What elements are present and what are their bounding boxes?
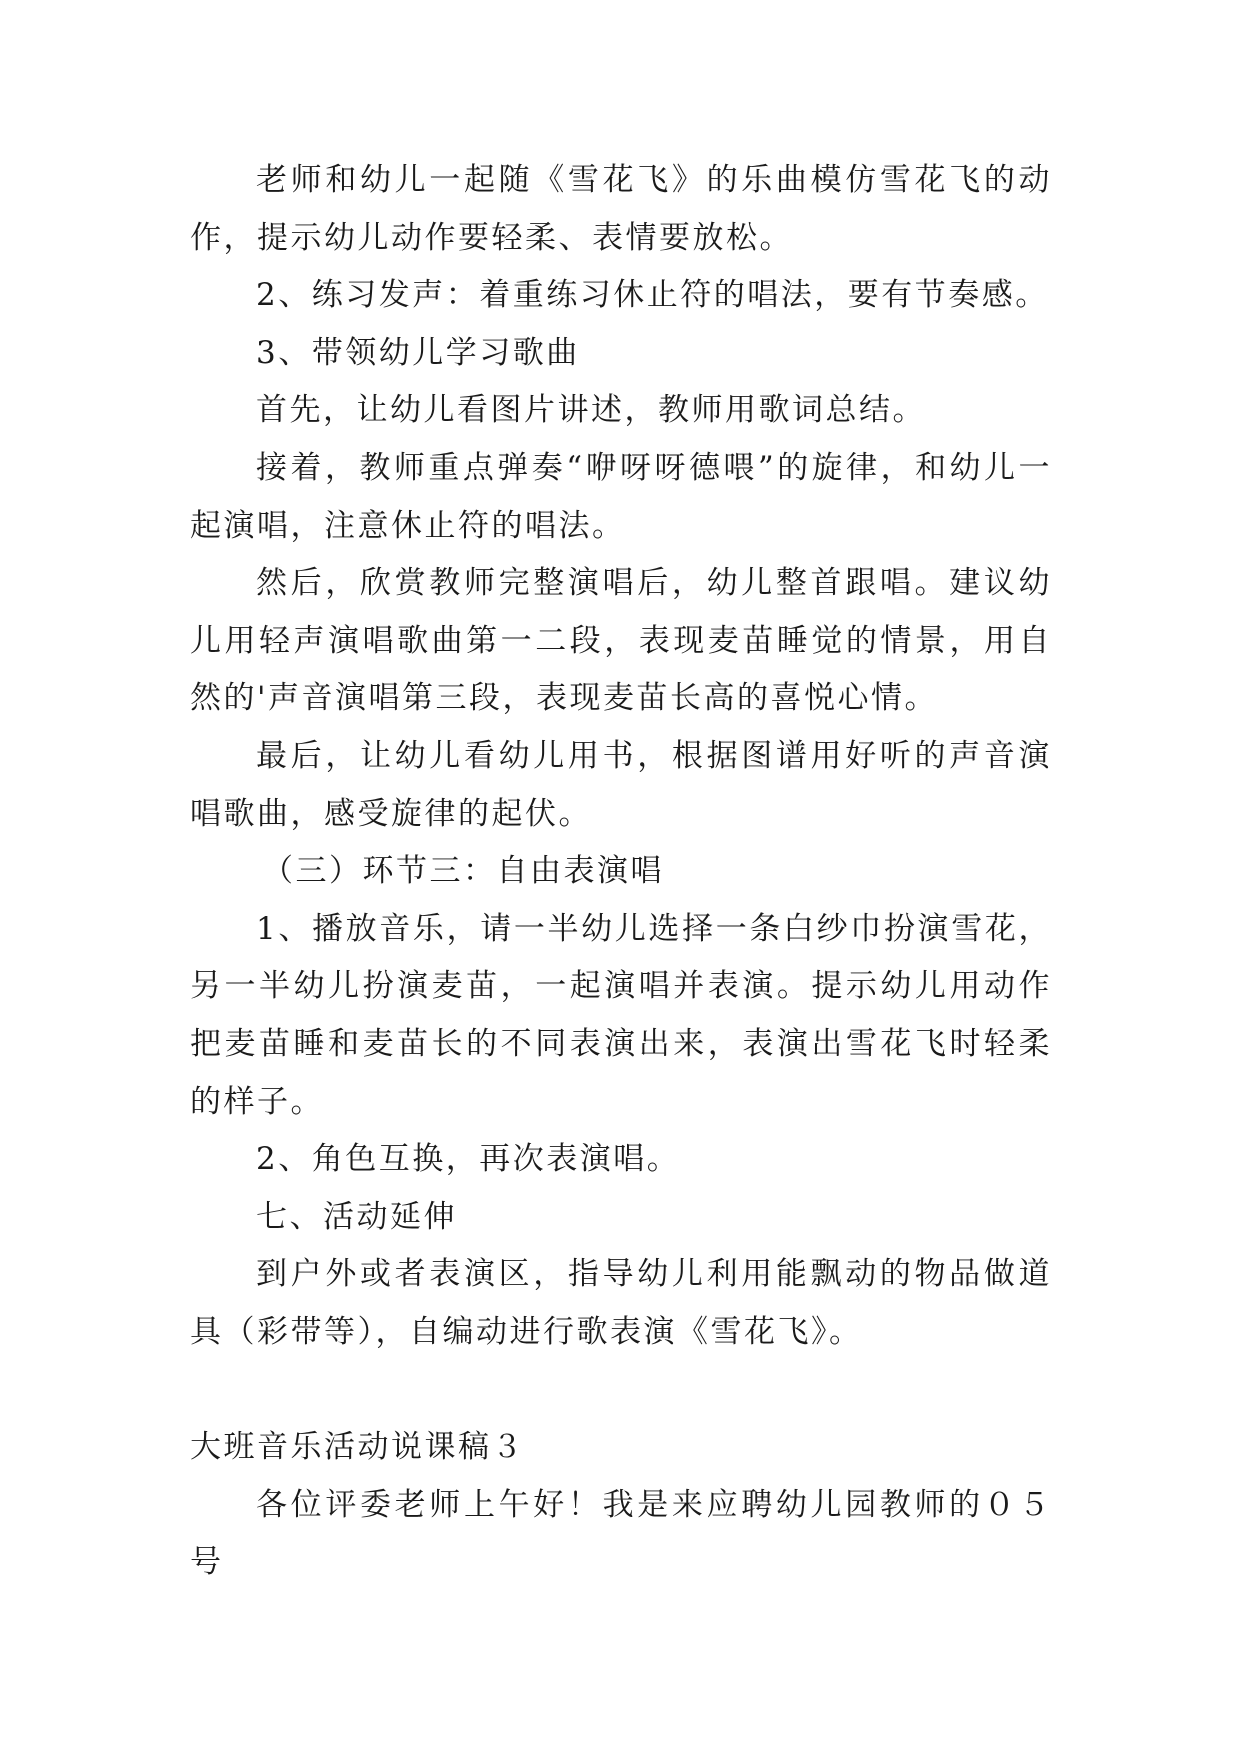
paragraph: 3、带领幼儿学习歌曲: [256, 334, 580, 371]
paragraph: 2、角色互换，再次表演唱。: [256, 1141, 681, 1178]
paragraph: 1、播放音乐，请一半幼儿选择一条白纱巾扮演雪花，另一半幼儿扮演麦苗，一起演唱并表演。提示幼儿用动作把麦苗睡和麦苗长的不同表演出来，表演出雪花飞时轻柔的样子。: [190, 910, 1052, 1120]
paragraph: 然后，欣赏教师完整演唱后，幼儿整首跟唱。建议幼儿用轻声演唱歌曲第一二段，表现麦苗睡觉的情景，用自然的'声音演唱第三段，表现麦苗长高的喜悦心情。: [190, 565, 1052, 717]
paragraph: 首先，让幼儿看图片讲述，教师用歌词总结。: [256, 392, 926, 429]
paragraph: 各位评委老师上午好！我是来应聘幼儿园教师的０５号: [190, 1486, 1052, 1581]
document-body: [190, 152, 1052, 1592]
section-heading: 七、活动延伸: [256, 1198, 457, 1235]
paragraph: 到户外或者表演区，指导幼儿利用能飘动的物品做道具（彩带等），自编动进行歌表演《雪花飞》。: [190, 1256, 1052, 1350]
paragraph: 老师和幼儿一起随《雪花飞》的乐曲模仿雪花飞的动作，提示幼儿动作要轻柔、表情要放松。: [190, 162, 1052, 256]
document-title: 大班音乐活动说课稿３: [190, 1429, 525, 1466]
paragraph: 2、练习发声：着重练习休止符的唱法，要有节奏感。: [256, 277, 1049, 314]
section-heading: （三）环节三：自由表演唱: [262, 853, 664, 890]
paragraph: 最后，让幼儿看幼儿用书，根据图谱用好听的声音演唱歌曲，感受旋律的起伏。: [190, 737, 1052, 832]
blank-line: [190, 1361, 1052, 1419]
paragraph: 接着，教师重点弹奏“咿呀呀德喂”的旋律，和幼儿一起演唱，注意休止符的唱法。: [190, 449, 1052, 544]
